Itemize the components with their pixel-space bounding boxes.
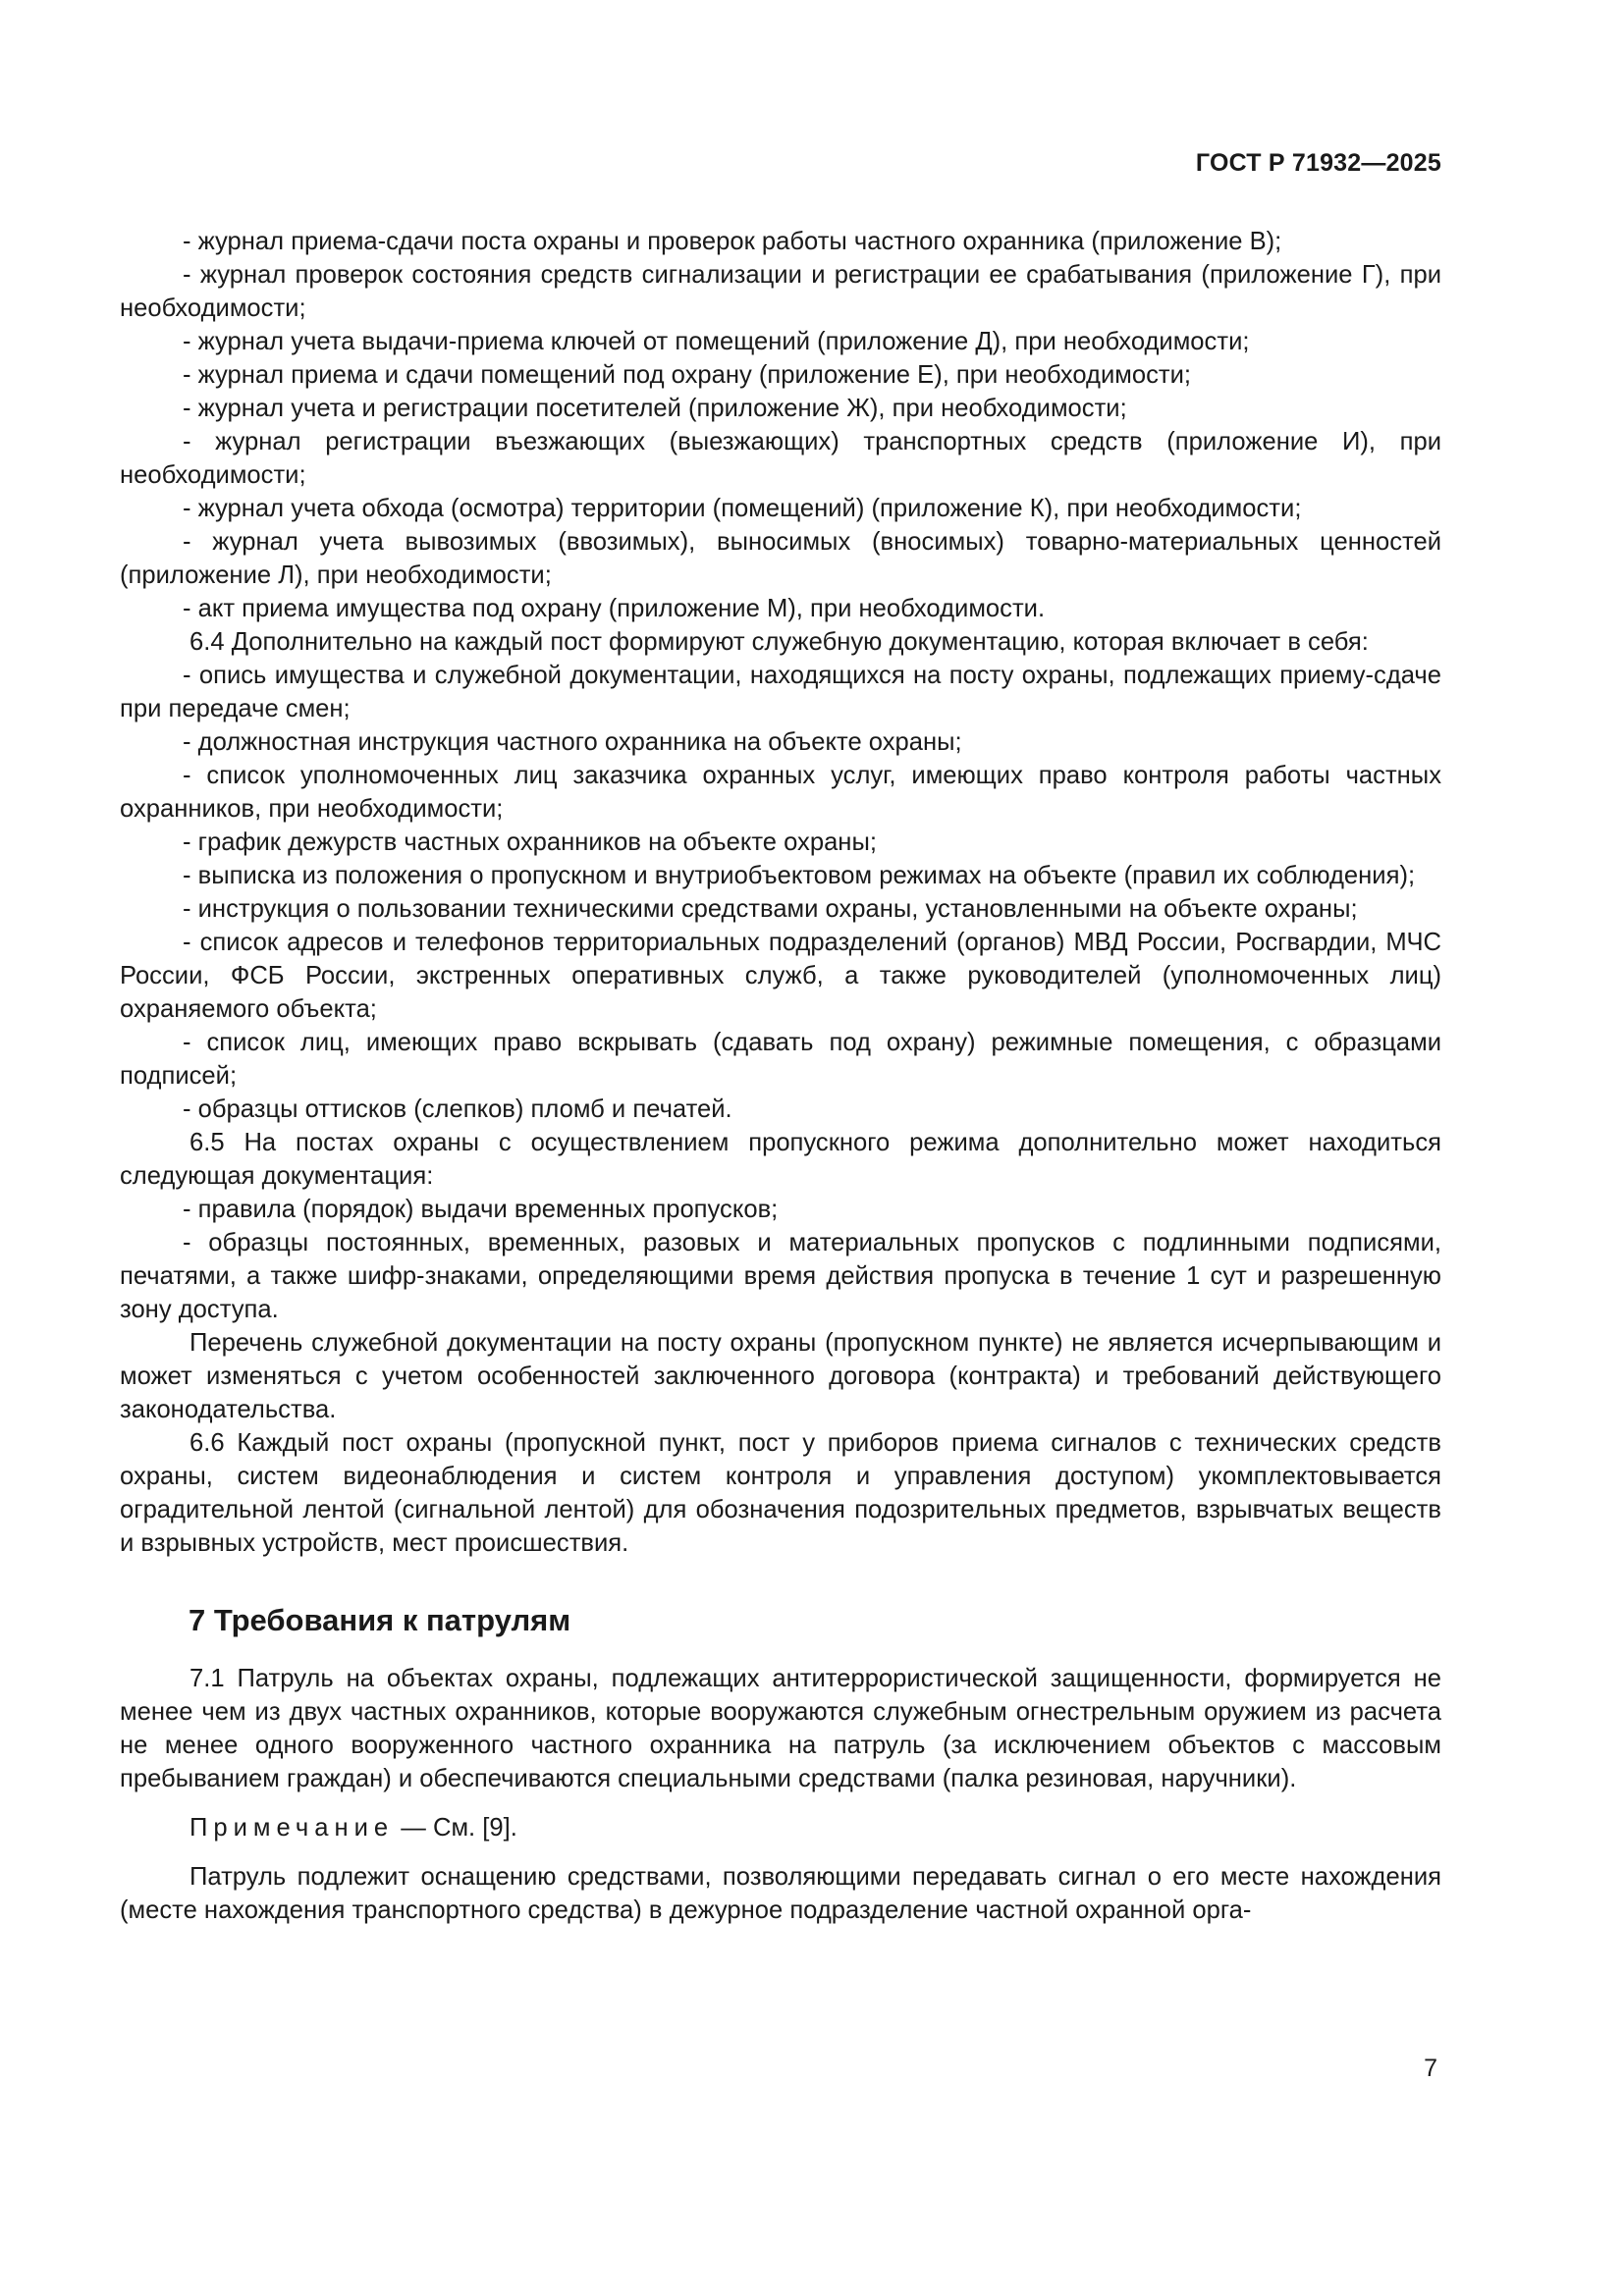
list-item: - журнал проверок состояния средств сигнализации и регистрации ее срабатывания (приложение Г), при необходимости;: [120, 261, 1441, 322]
list-item: - журнал регистрации въезжающих (выезжающих) транспортных средств (приложение И), при необходимости;: [120, 428, 1441, 489]
list-item: - выписка из положения о пропускном и внутриобъектовом режимах на объекте (правил их соблюдения);: [183, 862, 1416, 889]
page-number: 7: [1424, 2055, 1437, 2082]
note: [120, 1811, 1441, 1844]
list-item: - список лиц, имеющих право вскрывать (сдавать под охрану) режимные помещения, с образцами подписей;: [120, 1029, 1441, 1090]
clause-6-4-intro: 6.4 Дополнительно на каждый пост формируют служебную документацию, которая включает в себя:: [189, 628, 1369, 656]
list-item: - акт приема имущества под охрану (приложение М), при необходимости.: [183, 595, 1046, 622]
list-item: - журнал учета и регистрации посетителей (приложение Ж), при необходимости;: [183, 395, 1127, 422]
section-6-4: [120, 625, 1441, 1126]
list-item: - журнал учета обхода (осмотра) территории (помещений) (приложение К), при необходимости;: [183, 495, 1302, 522]
list-item: - образцы постоянных, временных, разовых и материальных пропусков с подлинными подписями, печатями, а также шифр-знаками, определяющими время действия пропуска в течение 1 сут и разрешенную зону доступа.: [120, 1229, 1441, 1323]
section-heading: 7 Требования к патрулям: [189, 1603, 571, 1637]
clause-6-6: 6.6 Каждый пост охраны (пропускной пункт, пост у приборов приема сигналов с технических средств охраны, систем видеонаблюдения и систем контроля и управления доступом) укомплектовывается оградительной лентой (сигнальной лентой) для обозначения подозрительных предметов, взрывчатых веществ и взрывных устройств, мест происшествия.: [120, 1429, 1441, 1557]
section-6-6: [120, 1426, 1441, 1560]
page-content: [120, 225, 1441, 1927]
document-code: ГОСТ Р 71932—2025: [1195, 149, 1441, 177]
note-text: — См. [9].: [394, 1814, 517, 1842]
list-item: - правила (порядок) выдачи временных пропусков;: [183, 1196, 779, 1223]
list-item: - образцы оттисков (слепков) пломб и печатей.: [183, 1095, 732, 1123]
list-6-3: [120, 225, 1441, 625]
list-item: - график дежурств частных охранников на объекте охраны;: [183, 828, 877, 856]
list-item: - опись имущества и служебной документации, находящихся на посту охраны, подлежащих приему-сдаче при передаче смен;: [120, 662, 1441, 722]
clause-6-5-closing: Перечень служебной документации на посту охраны (пропускном пункте) не является исчерпывающим и может изменяться с учетом особенностей заключенного договора (контракта) и требований действующего законодательства.: [120, 1329, 1441, 1423]
list-item: - список адресов и телефонов территориальных подразделений (органов) МВД России, Росгвардии, МЧС России, ФСБ России, экстренных оперативных служб, а также руководителей (уполномоченных лиц) охраняемого объекта;: [120, 929, 1441, 1023]
list-item: - журнал приема-сдачи поста охраны и проверок работы частного охранника (приложение В);: [183, 228, 1282, 255]
section-6-5: [120, 1126, 1441, 1426]
list-item: - журнал учета выдачи-приема ключей от помещений (приложение Д), при необходимости;: [183, 328, 1250, 355]
clause-6-5-intro: 6.5 На постах охраны с осуществлением пропускного режима дополнительно может находиться следующая документация:: [120, 1129, 1441, 1190]
list-item: - журнал приема и сдачи помещений под охрану (приложение Е), при необходимости;: [183, 361, 1192, 389]
list-item: - журнал учета вывозимых (ввозимых), выносимых (вносимых) товарно-материальных ценностей (приложение Л), при необходимости;: [120, 528, 1441, 589]
note-label: Примечание: [189, 1814, 395, 1842]
clause-7-1: 7.1 Патруль на объектах охраны, подлежащих антитеррористической защищенности, формируется не менее чем из двух частных охранников, которые вооружаются служебным огнестрельным оружием из расчета не менее одного вооруженного частного охранника на патруль (за исключением объектов с массовым пребыванием граждан) и обеспечиваются специальными средствами (палка резиновая, наручники).: [120, 1665, 1441, 1792]
section-7: [120, 1601, 1441, 1927]
list-item: - должностная инструкция частного охранника на объекте охраны;: [183, 728, 962, 756]
list-item: - инструкция о пользовании техническими средствами охраны, установленными на объекте охраны;: [183, 895, 1358, 923]
list-item: - список уполномоченных лиц заказчика охранных услуг, имеющих право контроля работы частных охранников, при необходимости;: [120, 762, 1441, 823]
clause-7-1-continued: Патруль подлежит оснащению средствами, позволяющими передавать сигнал о его месте нахождения (месте нахождения транспортного средства) в дежурное подразделение частной охранной орга-: [120, 1863, 1441, 1924]
